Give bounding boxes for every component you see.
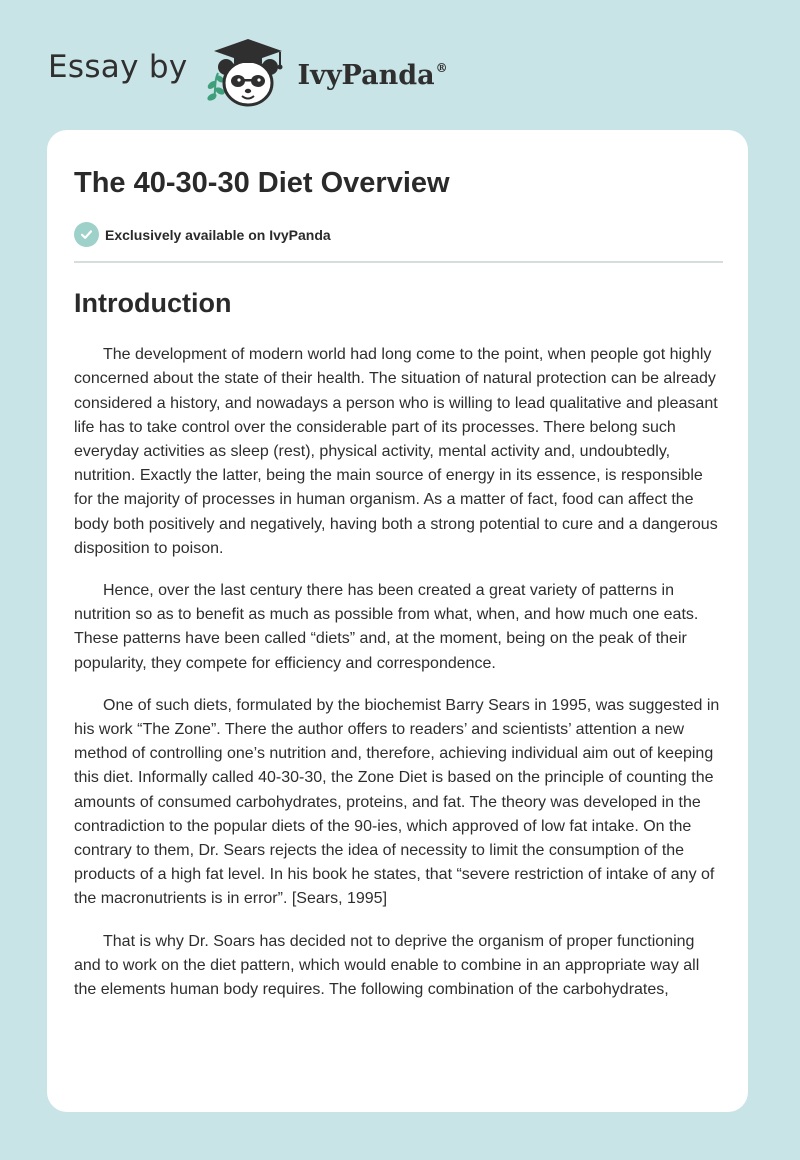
divider [74, 261, 723, 263]
paragraph: One of such diets, formulated by the biochemist Barry Sears in 1995, was suggested in his work “The Zone”. There the author offers to readers’ and scientists’ attention a new method of controlling one’s nutrition and, therefore, achieving individual aim out of keeping this diet. Informally called 40-30-30, the Zone Diet is based on the principle of counting the amounts of consumed carbohydrates, proteins, and fat. The theory was developed in the contradiction to the popular diets of the 90-ies, which approved of low fat intake. On the contrary to them, Dr. Sears rejects the idea of necessity to limit the consumption of the products of a high fat level. In his book he states, that “severe restriction of intake of any of the macronutrients is in error”. [Sears, 1995] [74, 696, 720, 908]
essay-card [47, 130, 748, 1112]
paragraph: The development of modern world had long come to the point, when people got highly concerned about the state of their health. The situation of natural protection can be already considered a history, and nowadays a person who is willing to lead qualitative and pleasant life has to take control over the considerable part of its processes. There belong such everyday activities as sleep (rest), physical activity, mental activity and, undoubtedly, nutrition. Exactly the latter, being the main source of energy in its essence, is responsible for the majority of processes in human organism. As a matter of fact, food can affect the body both positively and negatively, having both a strong potential to cure and a dangerous disposition to poison. [74, 346, 718, 557]
brand-name[interactable]: IvyPanda® [297, 59, 448, 91]
essay-content [74, 166, 724, 1002]
site-header [48, 28, 448, 118]
exclusive-badge [74, 221, 724, 249]
page-title: The 40-30-30 Diet Overview [74, 167, 450, 199]
paragraph: That is why Dr. Soars has decided not to deprive the organism of proper functioning and to work on the diet pattern, which would enable to combine in an appropriate way all the elements human body requires. The following combination of the carbohydrates, [74, 932, 700, 999]
brand-prefix: Essay by [48, 49, 188, 85]
check-icon [74, 222, 99, 247]
badge-text: Exclusively available on IvyPanda [105, 226, 331, 243]
registered-mark: ® [435, 60, 448, 75]
paragraph: Hence, over the last century there has been created a great variety of patterns in nutrition so as to benefit as much as possible from what, when, and how much one eats. These patterns have been called “diets” and, at the moment, being on the peak of their popularity, they compete for efficiency and correspondence. [74, 582, 699, 672]
section-heading: Introduction [74, 287, 232, 318]
panda-graduate-logo-icon[interactable] [200, 33, 296, 113]
